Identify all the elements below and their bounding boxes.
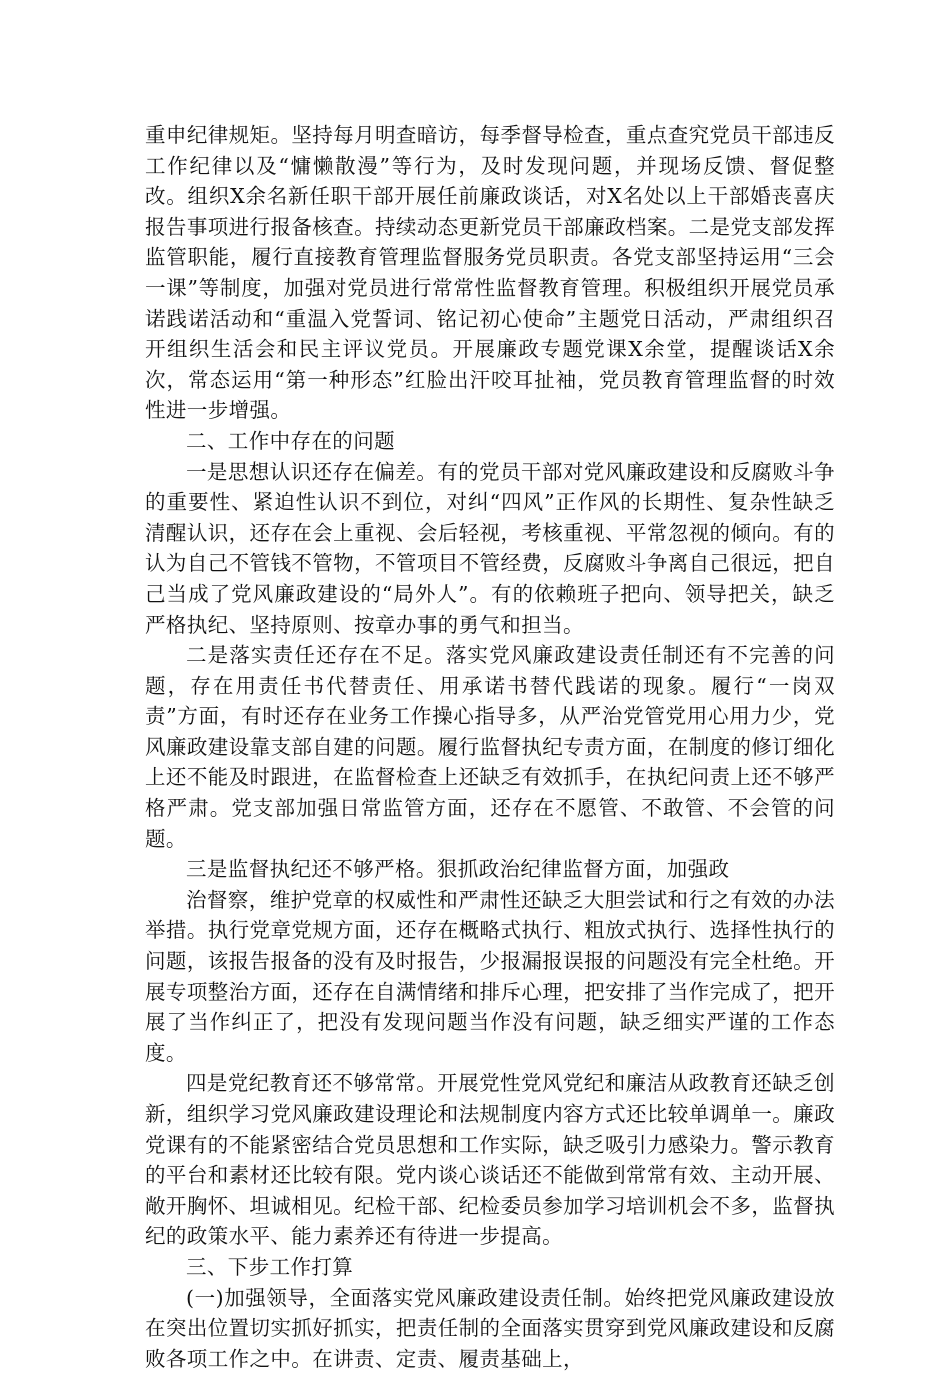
paragraph-supervision-intro: 重申纪律规矩。坚持每月明查暗访，每季督导检查，重点查究党员干部违反工作纪律以及“慵懒散漫”等行为，及时发现问题，并现场反馈、督促整改。组织X余名新任职干部开展任前廉政谈话，对X名处以上干部婚丧喜庆报告事项进行报备核查。持续动态更新党员干部廉政档案。二是党支部发挥监管职能，履行直接教育管理监督服务党员职责。各党支部坚持运用“三会一课”等制度，加强对党员进行常常性监督教育管理。积极组织开展党员承诺践诺活动和“重温入党誓词、铭记初心使命”主题党日活动，严肃组织召开组织生活会和民主评议党员。开展廉政专题党课X余堂，提醒谈话X余次，常态运用“第一种形态”红脸出汗咬耳扯袖，党员教育管理监督的时效性进一步增强。 [145, 123, 835, 423]
paragraph-discipline-education: 四是党纪教育还不够常常。开展党性党风党纪和廉洁从政教育还缺乏创新，组织学习党风廉政建设理论和法规制度内容方式还比较单调单一。廉政党课有的不能紧密结合党员思想和工作实际，缺乏吸引力感染力。警示教育的平台和素材还比较有限。党内谈心谈话还不能做到常常有效、主动开展、敞开胸怀、坦诚相见。纪检干部、纪检委员参加学习培训机会不多，监督执纪的政策水平、能力素养还有待进一步提高。 [145, 1071, 835, 1249]
document-body [145, 120, 835, 1374]
section-heading-problems: 二、工作中存在的问题 [186, 428, 395, 453]
paragraph-responsibility-implementation: 二是落实责任还存在不足。落实党风廉政建设责任制还有不完善的问题，存在用责任书代替责任、用承诺书替代践诺的现象。履行“一岗双责”方面，有时还存在业务工作操心指导多，从严治党管党用心用力少，党风廉政建设靠支部自建的问题。履行监督执纪专责方面，在制度的修订细化上还不能及时跟进，在监督检查上还缺乏有效抓手，在执纪问责上还不够严格严肃。党支部加强日常监管方面，还存在不愿管、不敢管、不会管的问题。 [145, 643, 835, 851]
paragraph-strengthen-leadership: (一)加强领导，全面落实党风廉政建设责任制。始终把党风廉政建设放在突出位置切实抓好抓实，把责任制的全面落实贯穿到党风廉政建设和反腐败各项工作之中。在讲责、定责、履责基础上， [145, 1285, 835, 1371]
paragraph-political-supervision: 治督察，维护党章的权威性和严肃性还缺乏大胆尝试和行之有效的办法举措。执行党章党规方面，还存在概略式执行、粗放式执行、选择性执行的问题，该报告报备的没有及时报告，少报漏报误报的问题没有完全杜绝。开展专项整治方面，还存在自满情绪和排斥心理，把安排了当作完成了，把开展了当作纠正了，把没有发现问题当作没有问题，缺乏细实严谨的工作态度。 [145, 887, 835, 1065]
paragraph-ideological-awareness: 一是思想认识还存在偏差。有的党员干部对党风廉政建设和反腐败斗争的重要性、紧迫性认识不到位，对纠“四风”正作风的长期性、复杂性缺乏清醒认识，还存在会上重视、会后轻视，考核重视、平常忽视的倾向。有的认为自己不管钱不管物，不管项目不管经费，反腐败斗争离自己很远，把自己当成了党风廉政建设的“局外人”。有的依赖班子把向、领导把关，缺乏严格执纪、坚持原则、按章办事的勇气和担当。 [145, 459, 835, 637]
paragraph-discipline-enforcement: 三是监督执纪还不够严格。狠抓政治纪律监督方面，加强政 [186, 857, 730, 882]
section-heading-next-steps: 三、下步工作打算 [186, 1254, 354, 1279]
